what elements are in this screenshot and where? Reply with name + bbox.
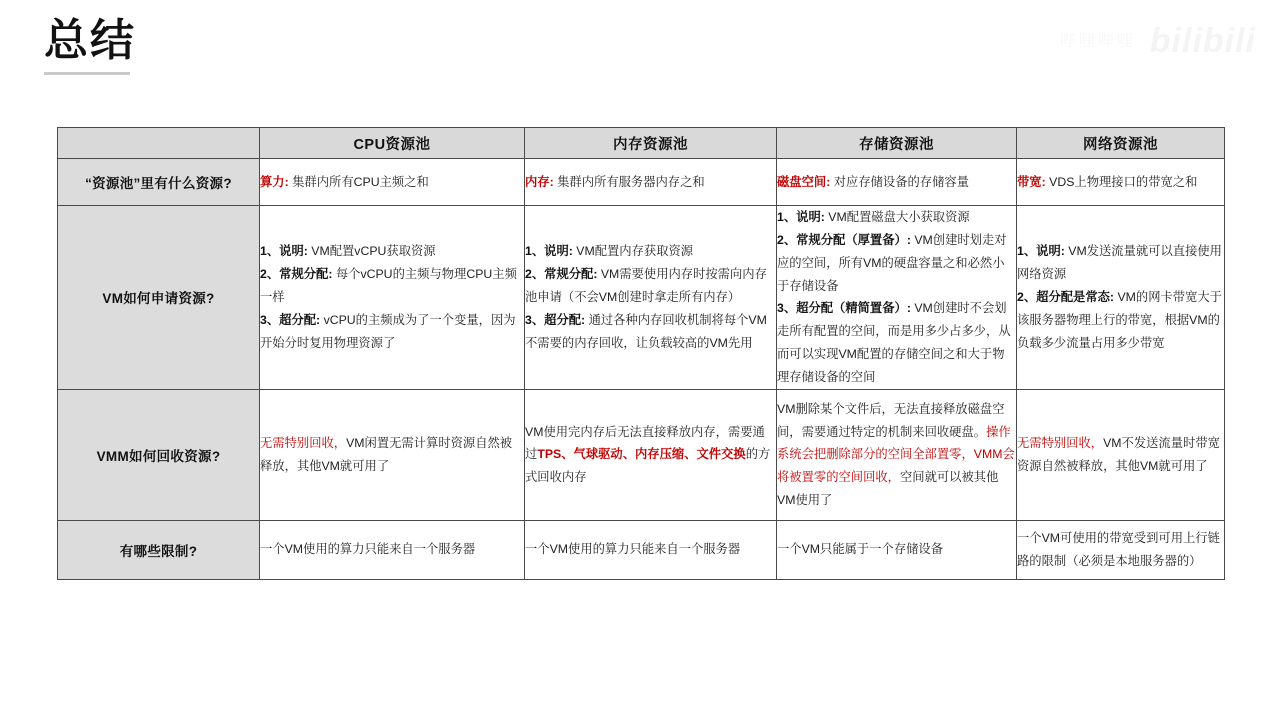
item-number: 1、 bbox=[1017, 244, 1037, 259]
table-row bbox=[58, 520, 1225, 579]
item-text: VM配置内存获取资源 bbox=[576, 244, 694, 259]
cell-text: VM不发送流量时带宽资源自然被释放，其他VM就可用了 bbox=[1017, 436, 1220, 473]
table-corner-cell bbox=[58, 128, 260, 159]
cell-text-post: 的方式回收内存 bbox=[525, 447, 771, 485]
item-number: 1、 bbox=[525, 244, 545, 259]
title-block bbox=[44, 18, 136, 75]
item-text: VM的网卡带宽大于该服务器物理上行的带宽，根据VM的负载多少流量占用多少带宽 bbox=[1017, 290, 1222, 350]
list-item bbox=[525, 240, 776, 263]
cell-pool-storage bbox=[777, 159, 1017, 206]
item-number: 3、 bbox=[777, 301, 797, 316]
list-item bbox=[260, 263, 524, 309]
cell-highlight-text: 操作系统会把删除部分的空间全部置零，VMM会将被置零的空间回收， bbox=[777, 424, 1015, 485]
item-number: 1、 bbox=[260, 244, 280, 259]
cell-text: 集群内所有服务器内存之和 bbox=[557, 174, 705, 189]
item-lead: 常规分配: bbox=[279, 267, 333, 282]
cell-pool-memory bbox=[525, 159, 777, 206]
cell-limit-cpu: 一个VM使用的算力只能来自一个服务器 bbox=[260, 520, 525, 579]
cell-request-network bbox=[1017, 206, 1225, 390]
item-lead: 常规分配（厚置备）: bbox=[796, 232, 911, 247]
cell-text: VM闲置无需计算时资源自然被释放，其他VM就可用了 bbox=[260, 436, 513, 473]
cell-limit-network: 一个VM可使用的带宽受到可用上行链路的限制（必须是本地服务器的） bbox=[1017, 520, 1225, 579]
cell-text-post: 空间就可以被其他VM使用了 bbox=[777, 470, 999, 508]
item-text: vCPU的主频成为了一个变量，因为开始分时复用物理资源了 bbox=[260, 312, 516, 350]
item-lead: 超分配: bbox=[279, 312, 321, 327]
item-lead: 常规分配: bbox=[544, 267, 598, 282]
list-item bbox=[525, 263, 776, 309]
item-text: 通过各种内存回收机制将每个VM不需要的内存回收，让负载较高的VM先用 bbox=[525, 312, 767, 350]
list-item bbox=[777, 297, 1016, 388]
list-item bbox=[1017, 240, 1224, 286]
watermark-label: bilibili bbox=[1149, 22, 1256, 60]
cell-reclaim-memory bbox=[525, 389, 777, 520]
column-header-storage: 存储资源池 bbox=[777, 128, 1017, 159]
column-header-memory: 内存资源池 bbox=[525, 128, 777, 159]
row-label-limitations: 有哪些限制? bbox=[58, 520, 260, 579]
row-label-resource-pool: “资源池”里有什么资源? bbox=[58, 159, 260, 206]
list-item bbox=[260, 309, 524, 355]
title-underline-rule bbox=[44, 72, 130, 75]
cell-highlight-text: 无需特别回收， bbox=[260, 436, 347, 451]
list-item bbox=[525, 309, 776, 355]
cell-reclaim-cpu bbox=[260, 389, 525, 520]
item-number: 2、 bbox=[777, 232, 797, 247]
cell-reclaim-network bbox=[1017, 389, 1225, 520]
list-item bbox=[1017, 286, 1224, 355]
cell-limit-storage: 一个VM只能属于一个存储设备 bbox=[777, 520, 1017, 579]
list-item bbox=[777, 229, 1016, 298]
item-number: 3、 bbox=[260, 312, 280, 327]
item-lead: 超分配是常态: bbox=[1036, 290, 1115, 304]
cell-request-cpu bbox=[260, 206, 525, 390]
cell-highlight-text: TPS、气球驱动、内存压缩、文件交换 bbox=[537, 447, 746, 462]
cell-request-storage bbox=[777, 206, 1017, 390]
cell-pool-cpu bbox=[260, 159, 525, 206]
cell-highlight-text: 无需特别回收， bbox=[1017, 436, 1104, 451]
cell-limit-memory: 一个VM使用的算力只能来自一个服务器 bbox=[525, 520, 777, 579]
item-number: 1、 bbox=[777, 210, 797, 224]
table-row bbox=[58, 389, 1225, 520]
cell-text: 集群内所有CPU主频之和 bbox=[292, 174, 429, 189]
cell-lead-term: 算力: bbox=[260, 174, 289, 189]
page-title: 总结 bbox=[44, 16, 136, 65]
list-item bbox=[777, 206, 1016, 229]
cell-text-pre: VM使用完内存后无法直接释放内存，需要通过 bbox=[525, 424, 765, 462]
cell-pool-network bbox=[1017, 159, 1225, 206]
cell-request-memory bbox=[525, 206, 777, 390]
column-header-cpu: CPU资源池 bbox=[260, 128, 525, 159]
cell-lead-term: 带宽: bbox=[1017, 174, 1046, 189]
item-text: VM配置vCPU获取资源 bbox=[311, 244, 436, 259]
item-lead: 说明: bbox=[544, 244, 573, 259]
column-header-network: 网络资源池 bbox=[1017, 128, 1225, 159]
cell-text: VDS上物理接口的带宽之和 bbox=[1049, 174, 1198, 189]
item-lead: 超分配（精简置备）: bbox=[796, 301, 911, 316]
item-number: 3、 bbox=[525, 312, 545, 327]
item-text: VM需要使用内存时按需向内存池申请（不会VM创建时拿走所有内存） bbox=[525, 267, 767, 304]
row-label-vm-request: VM如何申请资源? bbox=[58, 206, 260, 390]
list-item bbox=[260, 240, 524, 263]
cell-text: 对应存储设备的存储容量 bbox=[833, 174, 969, 189]
item-lead: 说明: bbox=[796, 210, 825, 224]
item-lead: 超分配: bbox=[544, 312, 586, 327]
row-label-vmm-reclaim: VMM如何回收资源? bbox=[58, 389, 260, 520]
item-number: 2、 bbox=[525, 267, 545, 282]
item-text: VM配置磁盘大小获取资源 bbox=[828, 210, 970, 224]
summary-table bbox=[57, 127, 1225, 580]
item-text: 每个vCPU的主频与物理CPU主频一样 bbox=[260, 267, 517, 304]
item-text: VM创建时不会划走所有配置的空间，而是用多少占多少，从而可以实现VM配置的存储空间之和大于物理存储设备的空间 bbox=[777, 301, 1011, 385]
cell-text-pre: VM删除某个文件后，无法直接释放磁盘空间，需要通过特定的机制来回收硬盘。 bbox=[777, 401, 1005, 439]
item-lead: 说明: bbox=[279, 244, 308, 259]
table-header-row bbox=[58, 128, 1225, 159]
item-text: VM创建时划走对应的空间，所有VM的硬盘容量之和必然小于存储设备 bbox=[777, 232, 1007, 293]
summary-table-wrapper bbox=[57, 127, 1224, 580]
item-text: VM发送流量就可以直接使用网络资源 bbox=[1017, 244, 1222, 282]
watermark-sub-label: 哔哩哔哩 bbox=[1059, 33, 1136, 50]
cell-lead-term: 磁盘空间: bbox=[777, 174, 831, 189]
cell-lead-term: 内存: bbox=[525, 174, 554, 189]
item-lead: 说明: bbox=[1036, 244, 1065, 259]
item-number: 2、 bbox=[260, 267, 280, 282]
table-row bbox=[58, 206, 1225, 390]
bilibili-watermark bbox=[1060, 22, 1256, 61]
table-row bbox=[58, 159, 1225, 206]
item-number: 2、 bbox=[1017, 290, 1037, 304]
cell-reclaim-storage bbox=[777, 389, 1017, 520]
